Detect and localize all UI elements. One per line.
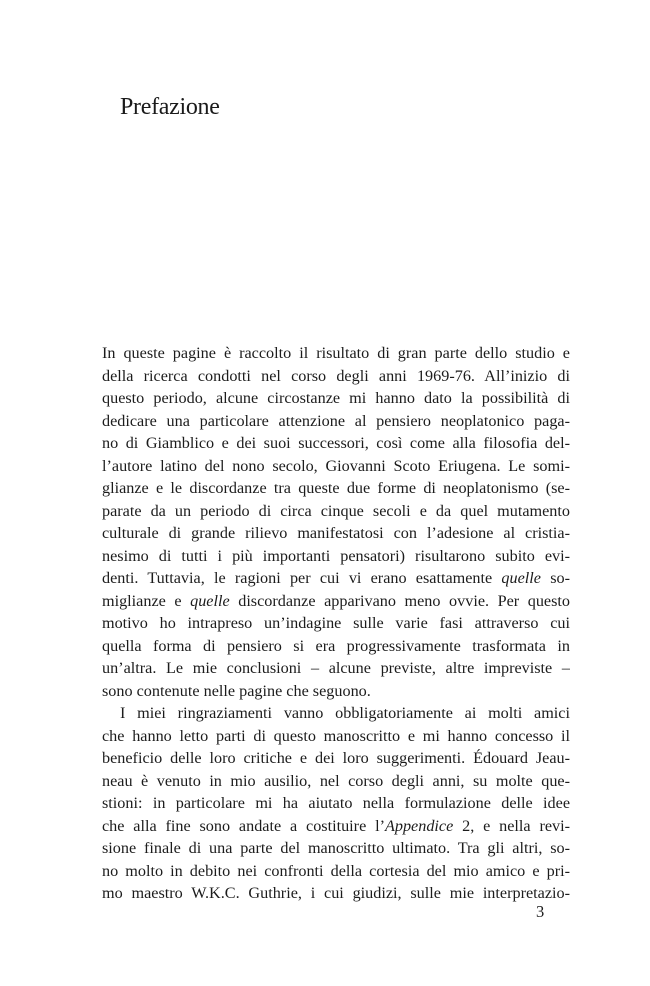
text-line: no molto in debito nei confronti della cortesia del mio amico e pri-: [102, 861, 570, 880]
text-line: un’altra. Le mie conclusioni – alcune previste, altre impreviste –: [102, 659, 570, 677]
text-run: denti. Tuttavia, le ragioni per cui vi erano esattamente: [102, 569, 502, 587]
text-run: discordanze apparivano meno ovvie. Per questo: [229, 591, 570, 610]
text-line: beneficio delle loro critiche e dei loro suggerimenti. Édouard Jeau-: [102, 749, 570, 767]
text-line: [102, 815, 570, 838]
text-line: l’autore latino del nono secolo, Giovanni Scoto Eriugena. Le somi-: [102, 456, 570, 475]
text-line: parate da un periodo di circa cinque secoli e da quel mutamento: [102, 501, 570, 520]
text-line: culturale di grande rilievo manifestatosi con l’adesione al cristia-: [102, 524, 570, 542]
text-line: [102, 590, 570, 613]
text-line: della ricerca condotti nel corso degli anni 1969-76. All’inizio di: [102, 366, 570, 385]
text-line: nesimo di tutti i più importanti pensatori) risultarono subito evi-: [102, 546, 570, 565]
text-line: no di Giamblico e dei suoi successori, così come alla filosofia del-: [102, 434, 570, 452]
text-line: In queste pagine è raccolto il risultato di gran parte dello studio e: [102, 344, 570, 362]
page-number: 3: [536, 902, 545, 921]
text-line: mo maestro W.K.C. Guthrie, i cui giudizi, sulle mie interpretazio-: [102, 884, 570, 902]
italic-text: Appendice: [384, 816, 454, 835]
italic-text: quelle: [501, 569, 541, 587]
text-line: glianze e le discordanze tra queste due forme di neoplatonismo (se-: [102, 479, 570, 497]
text-line: I miei ringraziamenti vanno obbligatoriamente ai molti amici: [120, 704, 570, 722]
text-run: so-: [540, 569, 570, 587]
text-line: stioni: in particolare mi ha aiutato nella formulazione delle idee: [102, 794, 570, 812]
text-run: che alla fine sono andate a costituire l’: [102, 816, 385, 835]
text-line: che hanno letto parti di questo manoscritto e mi hanno concesso il: [102, 726, 570, 745]
text-line: motivo ho intrapreso un’indagine sulle varie fasi attraverso cui: [102, 614, 570, 632]
text-line: sione finale di una parte del manoscritto ultimato. Tra gli altri, so-: [102, 839, 570, 857]
text-line: [102, 567, 570, 590]
text-line: sono contenute nelle pagine che seguono.: [102, 681, 371, 700]
text-line: questo periodo, alcune circostanze mi hanno dato la possibilità di: [102, 389, 570, 407]
page-title: Prefazione: [120, 94, 220, 120]
text-line: dedicare una particolare attenzione al pensiero neoplatonico paga-: [102, 411, 570, 430]
text-line: quella forma di pensiero si era progressivamente trasformata in: [102, 636, 570, 655]
italic-text: quelle: [190, 591, 230, 610]
text-run: miglianze e: [102, 591, 191, 610]
body-text: [102, 342, 570, 905]
text-line: neau è venuto in mio ausilio, nel corso degli anni, su molte que-: [102, 771, 570, 790]
text-run: 2, e nella revi-: [453, 816, 570, 835]
